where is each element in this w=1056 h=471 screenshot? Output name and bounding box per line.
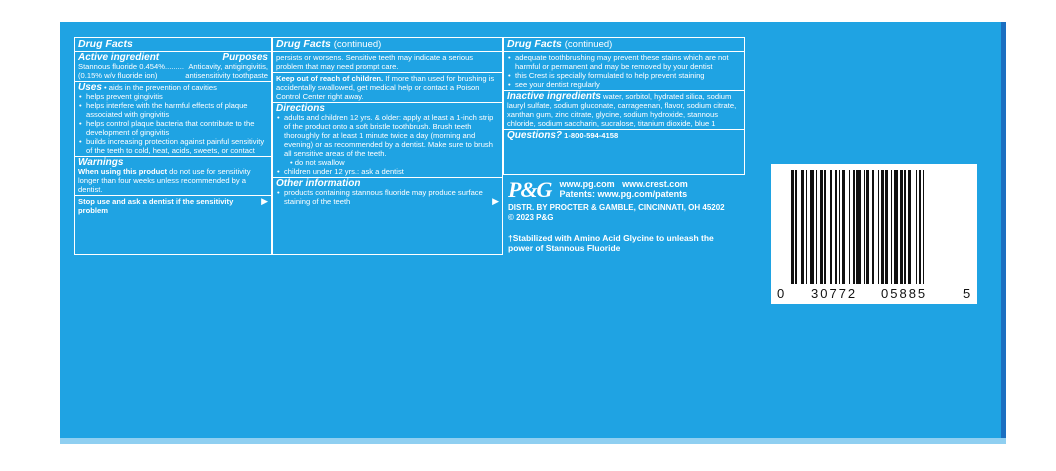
continue-arrow-icon: ▶	[492, 196, 499, 206]
barcode-bar	[842, 170, 845, 284]
drug-facts-header: Drug Facts	[78, 38, 133, 50]
barcode-bar	[856, 170, 860, 284]
other-information-continued	[504, 52, 744, 90]
drug-facts-column-3	[503, 37, 745, 175]
questions-phone: 1-800-594-4158	[564, 131, 619, 140]
keep-out-of-reach-section	[273, 73, 502, 102]
company-websites: www.pg.com www.crest.com	[559, 179, 688, 189]
barcode-bar	[853, 170, 854, 284]
other-information-item: • products containing stannous fluoride may produce surface staining of the teeth	[276, 188, 492, 206]
barcode-bar	[923, 170, 924, 284]
barcode-bar	[806, 170, 807, 284]
barcode-bar	[801, 170, 804, 284]
continue-arrow-icon: ▶	[261, 196, 268, 206]
company-distributor: DISTR. BY PROCTER & GAMBLE, CINCINNATI, OH 45202	[508, 203, 725, 212]
company-info	[508, 177, 748, 253]
barcode-bars	[791, 170, 957, 284]
uses-item: • helps control plaque bacteria that contribute to the development of gingivitis	[78, 119, 268, 137]
barcode-bar	[835, 170, 838, 284]
barcode-bar	[866, 170, 869, 284]
warnings-continued-text: persists or worsens. Sensitive teeth may indicate a serious problem that may need prompt care.	[276, 53, 474, 71]
drug-facts-header	[504, 38, 744, 51]
continued-label: (continued)	[564, 39, 613, 50]
drug-facts-header	[273, 38, 502, 51]
company-logo-row	[508, 177, 748, 203]
directions-item: • adults and children 12 yrs. & older: apply at least a 1-inch strip of the product onto a soft bristle toothbrush. Brush teeth thoroughly for at least 1 minute twice a day (morning and evening) or as recommended by a dentist. Make sure to brush all sensitive areas of the teeth.	[276, 113, 499, 158]
company-copyright: © 2023 P&G	[508, 213, 554, 222]
barcode-bar	[891, 170, 892, 284]
warnings-section	[75, 157, 271, 195]
barcode-last-digit: 5	[963, 286, 971, 301]
barcode-bar	[916, 170, 917, 284]
questions-section	[504, 130, 744, 141]
active-line-2: (0.15% w/v fluoride ion)	[78, 71, 158, 80]
uses-item: • helps interfere with the harmful effects of plaque associated with gingivitis	[78, 101, 268, 119]
barcode-bar	[791, 170, 794, 284]
directions-sub-text: do not swallow	[294, 158, 345, 167]
drug-facts-column-2	[272, 37, 503, 255]
directions-item: • children under 12 yrs.: ask a dentist	[276, 167, 499, 176]
other-information-title: Other information	[276, 178, 361, 189]
uses-section: Uses • aids in the prevention of cavities • helps prevent gingivitis • helps interfere with the harmful effects of plaque associated with gingivitis • helps control plaque bacteria that contribute to the development of gingivitis • builds increasing protection against painful sensitivity of the teeth to cold, heat, acids, sweets, or contact	[75, 82, 271, 156]
barcode	[771, 164, 977, 304]
barcode-bar	[872, 170, 873, 284]
inactive-ingredients-title: Inactive ingredients	[507, 91, 601, 102]
barcode-bar	[908, 170, 911, 284]
barcode-left-group: 30772	[811, 286, 858, 301]
company-web-block	[559, 179, 687, 199]
uses-item: • builds increasing protection against painful sensitivity of the teeth to cold, heat, acids, sweets, or contact	[78, 137, 268, 155]
drug-facts-column-1	[74, 37, 272, 255]
barcode-bar	[904, 170, 905, 284]
warnings-title: Warnings	[78, 157, 124, 168]
barcode-bar	[885, 170, 888, 284]
stop-use-text: Stop use and ask a dentist if the sensitivity problem	[78, 197, 234, 215]
barcode-bar	[839, 170, 840, 284]
barcode-digits	[771, 286, 977, 300]
inactive-ingredients-section	[504, 91, 744, 129]
uses-item: • helps prevent gingivitis	[78, 92, 268, 101]
barcode-bar	[864, 170, 865, 284]
stop-use-line	[75, 196, 271, 216]
continued-label: (continued)	[333, 39, 382, 50]
barcode-bar	[900, 170, 903, 284]
other-information-row	[276, 188, 499, 206]
warnings-lead: When using this product	[78, 167, 168, 176]
directions-title: Directions	[276, 103, 325, 114]
barcode-bar	[894, 170, 898, 284]
barcode-bar	[810, 170, 814, 284]
purpose-line-1: Anticavity, antigingivitis,	[188, 62, 268, 71]
barcode-bar	[830, 170, 831, 284]
other-information-item: • see your dentist regularly	[507, 80, 741, 89]
warnings-text: do not use for sensitivity longer than four weeks unless recommended by a dentist.	[78, 167, 251, 194]
barcode-bar	[881, 170, 884, 284]
active-ingredient-title: Active ingredient	[78, 52, 160, 63]
pg-logo: P&G	[508, 177, 552, 202]
barcode-bar	[816, 170, 817, 284]
barcode-bar	[824, 170, 825, 284]
drug-facts-header-label: Drug Facts	[507, 38, 562, 50]
active-line-1: Stannous fluoride 0.454%.........	[78, 62, 184, 71]
barcode-bar	[820, 170, 823, 284]
questions-title: Questions?	[507, 130, 563, 141]
purpose-line-2: antisensitivity toothpaste	[185, 71, 268, 80]
other-information-section	[273, 178, 502, 207]
keep-text: If more than used for brushing is accidentally swallowed, get medical help or contact a Poison Control Center right away.	[276, 74, 495, 101]
company-patents: Patents: www.pg.com/patents	[559, 189, 688, 199]
barcode-bar	[878, 170, 879, 284]
package-bottom-edge	[60, 438, 1006, 444]
directions-section	[273, 103, 502, 177]
uses-first-item: aids in the prevention of cavities	[108, 83, 217, 92]
other-information-item: • adequate toothbrushing may prevent these stains which are not harmful or permanent and may be removed by your dentist	[507, 53, 741, 71]
barcode-bar	[849, 170, 850, 284]
stabilized-footnote: †Stabilized with Amino Acid Glycine to unleash the power of Stannous Fluoride	[508, 233, 714, 253]
other-information-item: • this Crest is specially formulated to help prevent staining	[507, 71, 741, 80]
purposes-title: Purposes	[222, 52, 268, 63]
active-ingredient-section	[75, 52, 271, 81]
keep-lead: Keep out of reach of children.	[276, 74, 384, 83]
barcode-right-group: 05885	[881, 286, 928, 301]
barcode-bar	[919, 170, 922, 284]
drug-facts-header-label: Drug Facts	[276, 38, 331, 50]
directions-sub-item: • do not swallow	[290, 158, 345, 167]
barcode-first-digit: 0	[777, 286, 785, 301]
barcode-bar	[795, 170, 796, 284]
uses-title: Uses	[78, 82, 102, 93]
inactive-ingredients-text: water, sorbitol, hydrated silica, sodium lauryl sulfate, sodium gluconate, carrageenan, flavor, sodium citrate, xanthan gum, zinc citrate, glycine, sodium hydroxide, stannous chloride, sodium saccharin, sucralose, titanium dioxide, blue 1	[507, 92, 737, 128]
